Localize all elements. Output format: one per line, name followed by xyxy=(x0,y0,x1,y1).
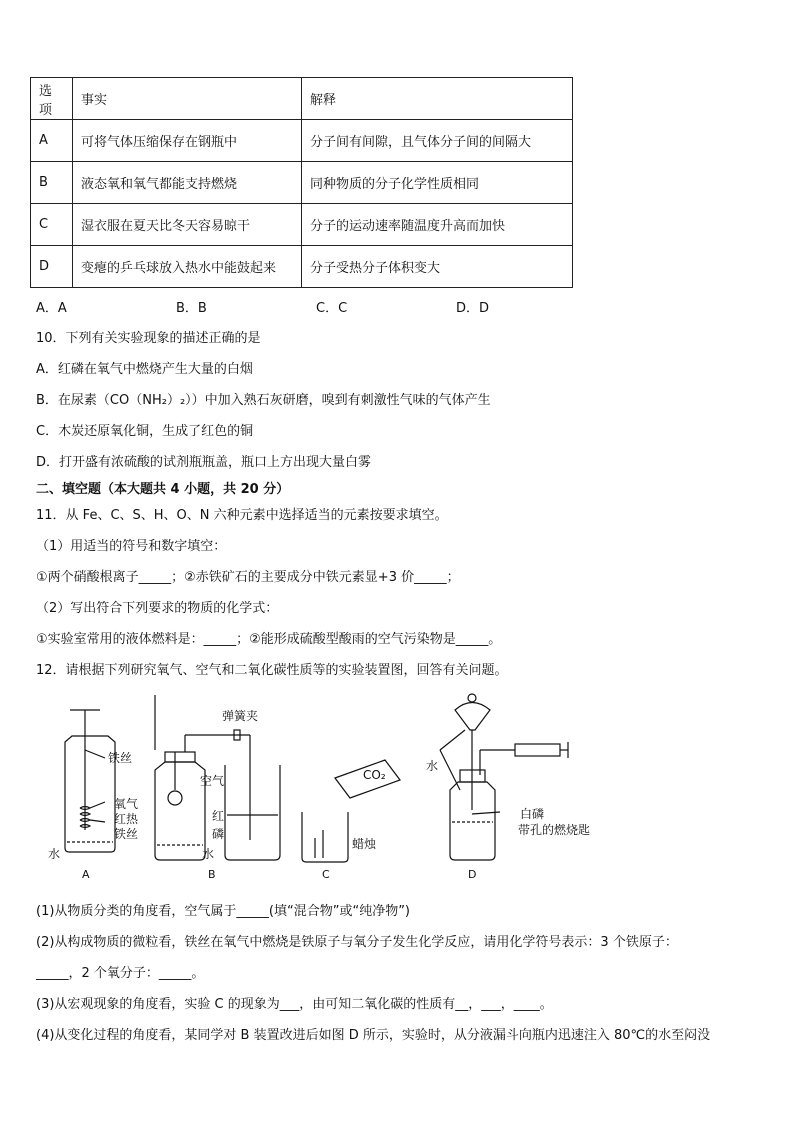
q12-stem: 12．请根据下列研究氧气、空气和二氧化碳性质等的实验装置图，回答有关问题。 xyxy=(36,663,508,678)
table-cell: 变瘪的乒乓球放入热水中能鼓起来 xyxy=(73,246,302,288)
table-cell: A xyxy=(31,120,73,162)
table-row xyxy=(31,246,573,288)
table-row xyxy=(31,204,573,246)
q11-part2-blanks: ①实验室常用的液体燃料是：_____；②能形成硫酸型酸雨的空气污染物是_____。 xyxy=(36,632,502,647)
q12-sub1: (1)从物质分类的角度看，空气属于_____(填“混合物”或“纯净物”) xyxy=(36,904,410,919)
table-header-cell: 选项 xyxy=(31,78,73,120)
label-rancaochi: 带孔的燃烧匙 xyxy=(518,823,591,837)
facts-table xyxy=(30,77,573,288)
label-tiesi: 铁丝 xyxy=(108,751,133,765)
q10-option-c: C．木炭还原氧化铜，生成了红色的铜 xyxy=(36,424,254,439)
q9-options xyxy=(36,297,596,316)
label-co2: CO₂ xyxy=(363,768,386,782)
label-tanhuangjia: 弹簧夹 xyxy=(222,709,259,723)
option-b: B．B xyxy=(176,301,207,316)
q11-stem: 11．从 Fe、C、S、H、O、N 六种元素中选择适当的元素按要求填空。 xyxy=(36,508,448,523)
label-hongre: 红热 xyxy=(114,812,139,826)
option-a: A．A xyxy=(36,301,67,316)
table-cell: C xyxy=(31,204,73,246)
q11-part2: （2）写出符合下列要求的物质的化学式： xyxy=(36,601,279,616)
table-cell: 湿衣服在夏天比冬天容易晾干 xyxy=(73,204,302,246)
table-header-cell: 解释 xyxy=(302,78,573,120)
table-cell: 分子的运动速率随温度升高而加快 xyxy=(302,204,573,246)
table-cell: 分子间有间隙，且气体分子间的间隔大 xyxy=(302,120,573,162)
apparatus-a xyxy=(65,710,115,852)
table-row xyxy=(31,162,573,204)
caption-a: A xyxy=(82,868,90,881)
label-kongqi: 空气 xyxy=(200,774,225,788)
q12-sub4: (4)从变化过程的角度看，某同学对 B 装置改进后如图 D 所示，实验时，从分液漏斗向瓶内迅速注入 80℃的水至闷没 xyxy=(36,1028,711,1043)
label-yangqi: 氧气 xyxy=(114,797,139,811)
apparatus-figure xyxy=(40,690,600,885)
label-bailin: 白磷 xyxy=(520,807,545,821)
option-d: D．D xyxy=(456,301,490,316)
table-cell: D xyxy=(31,246,73,288)
label-lazhu: 蜡烛 xyxy=(352,837,377,851)
label-shui-a: 水 xyxy=(48,847,61,861)
q10-option-d: D．打开盛有浓硫酸的试剂瓶瓶盖，瓶口上方出现大量白雾 xyxy=(36,455,372,470)
caption-c: C xyxy=(322,868,330,881)
label-shui-b: 水 xyxy=(202,847,215,861)
q12-sub2a: (2)从构成物质的微粒看，铁丝在氧气中燃烧是铁原子与氧分子发生化学反应，请用化学符号表示：3 个铁原子： xyxy=(36,935,678,950)
apparatus-svg xyxy=(40,690,600,885)
caption-b: B xyxy=(208,868,216,881)
section-title: 二、填空题（本大题共 4 小题，共 20 分） xyxy=(36,482,290,497)
q10-option-a: A．红磷在氧气中燃烧产生大量的白烟 xyxy=(36,362,253,377)
label-hong: 红 xyxy=(212,809,225,823)
label-tiesi2: 铁丝 xyxy=(114,827,139,841)
table-row xyxy=(31,120,573,162)
table-cell: 同种物质的分子化学性质相同 xyxy=(302,162,573,204)
q10-stem: 10．下列有关实验现象的描述正确的是 xyxy=(36,331,261,346)
q11-part1: （1）用适当的符号和数字填空： xyxy=(36,539,227,554)
table-cell: 分子受热分子体积变大 xyxy=(302,246,573,288)
q12-sub2b: _____，2 个氧分子：_____。 xyxy=(36,966,205,981)
option-c: C．C xyxy=(316,301,348,316)
table-cell: B xyxy=(31,162,73,204)
q11-part1-blanks: ①两个硝酸根离子_____；②赤铁矿石的主要成分中铁元素显+3 价_____； xyxy=(36,570,460,585)
table-cell: 液态氧和氧气都能支持燃烧 xyxy=(73,162,302,204)
table-header-row xyxy=(31,78,573,120)
q10-option-b: B．在尿素（CO（NH₂）₂））中加入熟石灰研磨，嗅到有刺激性气味的气体产生 xyxy=(36,393,491,408)
label-shui-d: 水 xyxy=(426,759,439,773)
caption-d: D xyxy=(468,868,477,881)
label-lin: 磷 xyxy=(212,827,225,841)
q12-sub3: (3)从宏观现象的角度看，实验 C 的现象为___，由可知二氧化碳的性质有__，___，____。 xyxy=(36,997,553,1012)
table-header-cell: 事实 xyxy=(73,78,302,120)
table-cell: 可将气体压缩保存在钢瓶中 xyxy=(73,120,302,162)
